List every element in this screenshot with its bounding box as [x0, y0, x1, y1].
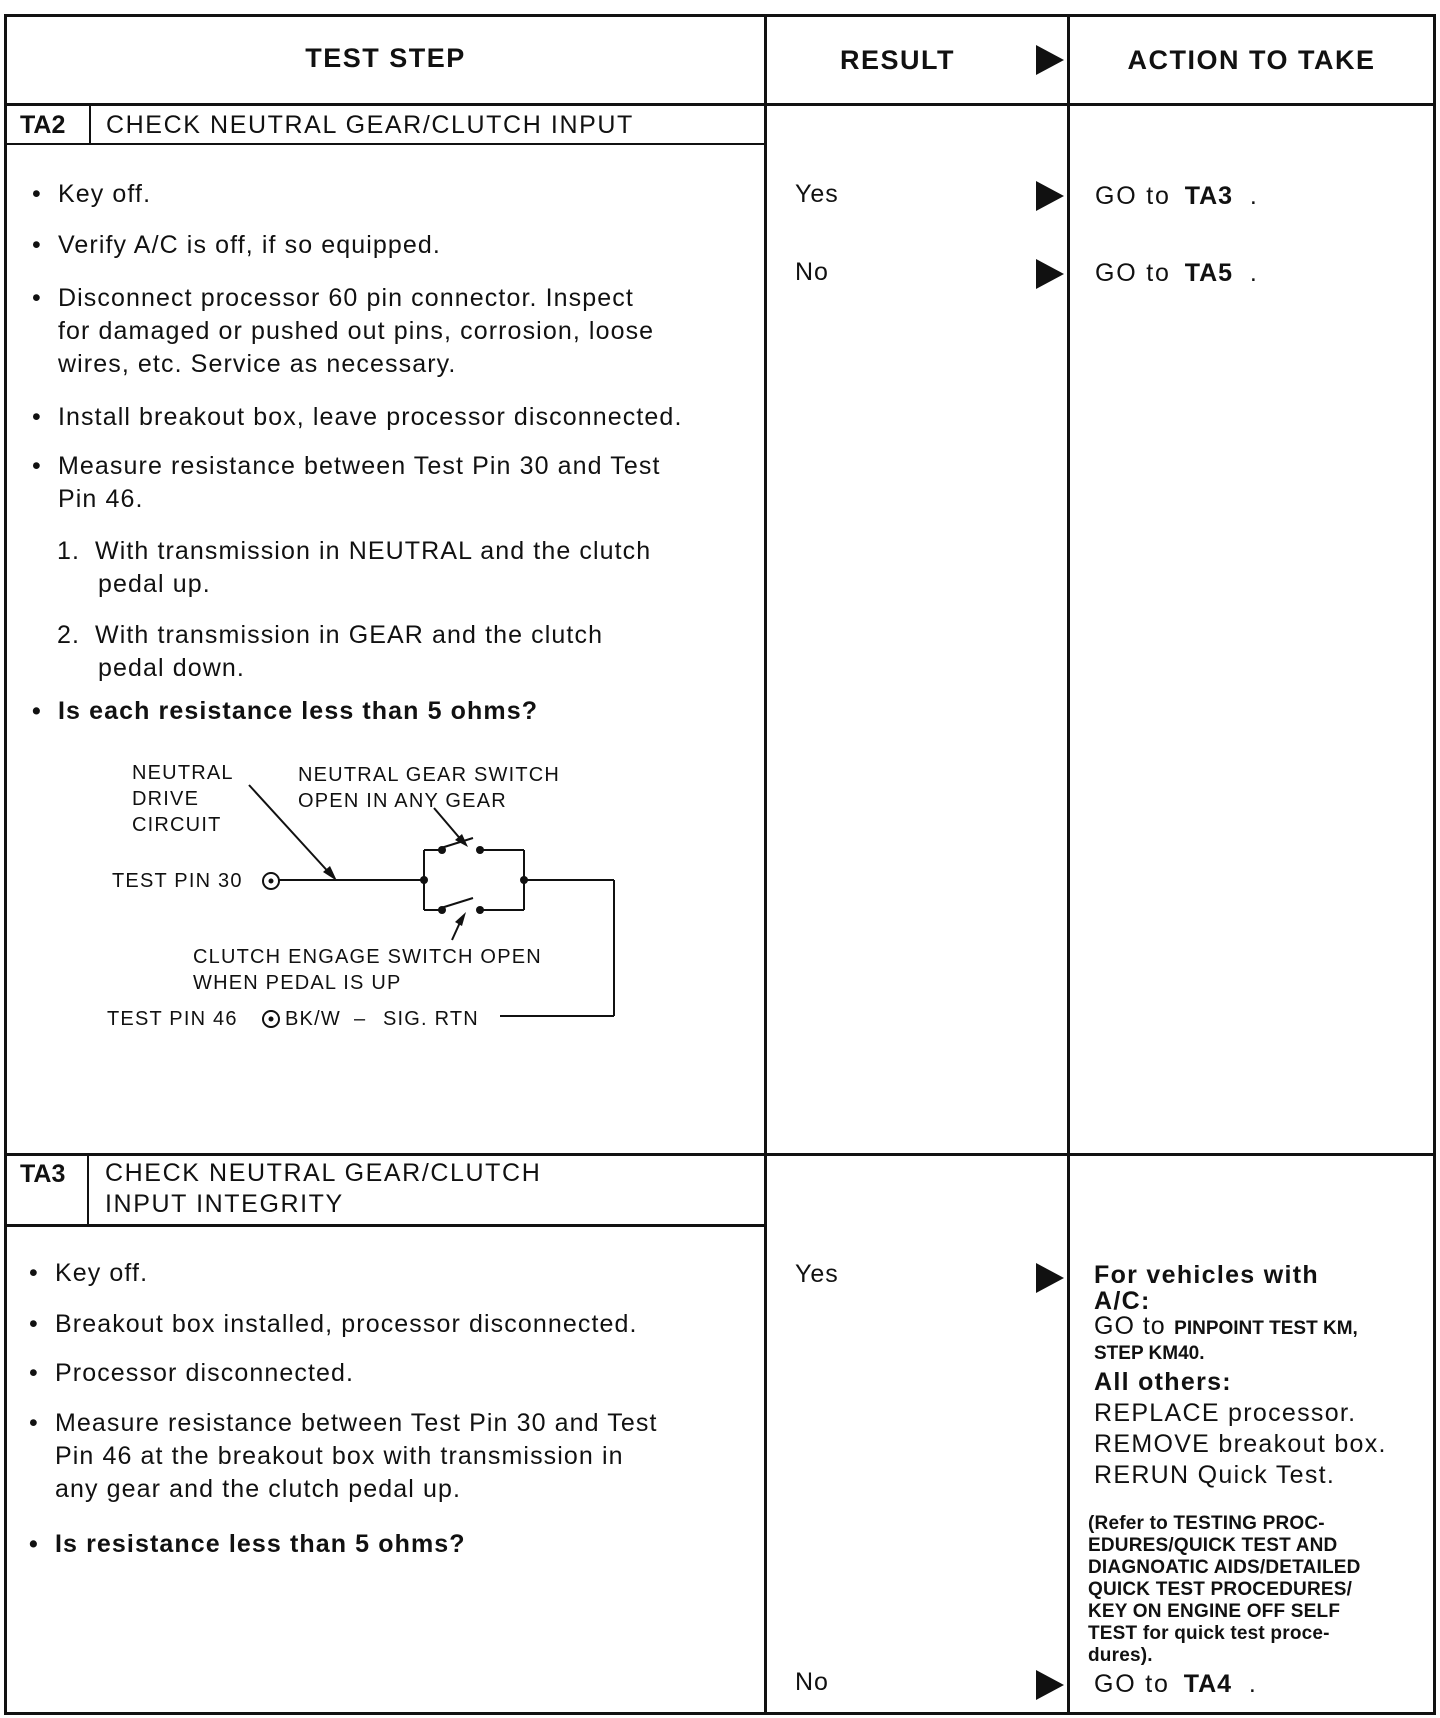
ta3-fine-print: (Refer to TESTING PROC- EDURES/QUICK TEST AND DIAGNOATIC AIDS/DETAILED QUICK TEST PROCEDURES/ KEY ON ENGINE OFF SELF TEST for quick test proce- dures).: [1088, 1513, 1361, 1666]
ta3-action-yes: For vehicles with A/C: GO to PINPOINT TEST KM, STEP KM40. All others: REPLACE processor. REMOVE breakout box. RERUN Quick Test.: [1094, 1262, 1429, 1491]
ta2-bullet-5: • Measure resistance between Test Pin 30 and Test Pin 46.: [32, 452, 661, 513]
ta2-action-no: GO to TA5 .: [1095, 259, 1259, 287]
ta2-no-arrow-icon: [1036, 259, 1064, 289]
bullet-dot: •: [29, 1259, 39, 1287]
header-test-step: TEST STEP: [305, 43, 466, 73]
ta2-numbered-1: 1. With transmission in NEUTRAL and the clutch pedal up.: [57, 537, 652, 598]
contact-bottom-left: [438, 906, 446, 914]
ta2-bullet-3: • Disconnect processor 60 pin connector. Inspect for damaged or pushed out pins, corrosion, loose wires, etc. Service as necessary.: [32, 284, 655, 378]
step-id-ta2: TA2: [20, 111, 66, 139]
junction-right: [520, 876, 528, 884]
ta3-bullet-4: • Measure resistance between Test Pin 30 and Test Pin 46 at the breakout box with transmission in any gear and the clutch pedal up.: [29, 1409, 658, 1503]
test-pin-30-label: TEST PIN 30: [112, 870, 243, 892]
wire-bkw-label: BK/W: [285, 1008, 341, 1030]
wire-dash: –: [354, 1008, 367, 1030]
neutral-gear-switch-label: NEUTRAL GEAR SWITCH OPEN IN ANY GEAR: [298, 764, 561, 812]
step-id-ta3: TA3: [20, 1160, 66, 1188]
bullet-dot: •: [32, 452, 42, 480]
pin30-dot: [269, 879, 274, 884]
bullet-dot: •: [32, 697, 42, 725]
bullet-dot: •: [32, 403, 42, 431]
ta3-result-no: No: [795, 1668, 829, 1696]
ta3-result-yes: Yes: [795, 1260, 839, 1288]
ta3-action-no: GO to TA4 .: [1094, 1670, 1258, 1698]
ta2-bullet-4: • Install breakout box, leave processor disconnected.: [58, 401, 682, 434]
step-title-ta2: CHECK NEUTRAL GEAR/CLUTCH INPUT: [106, 111, 634, 139]
ta2-numbered-2: 2. With transmission in GEAR and the clutch pedal down.: [57, 621, 604, 682]
ta2-question: • Is each resistance less than 5 ohms?: [58, 695, 538, 728]
clutch-engage-switch-label: CLUTCH ENGAGE SWITCH OPEN WHEN PEDAL IS UP: [193, 946, 542, 994]
contact-top-left: [438, 846, 446, 854]
junction-left: [420, 876, 428, 884]
step-title-ta3: CHECK NEUTRAL GEAR/CLUTCH INPUT INTEGRITY: [105, 1159, 542, 1218]
ta2-action-yes: GO to TA3 .: [1095, 182, 1259, 210]
bullet-dot: •: [29, 1409, 39, 1437]
ta3-bullet-1: • Key off.: [55, 1257, 148, 1290]
bullet-dot: •: [29, 1530, 39, 1558]
clutch-switch-blade: [441, 898, 473, 908]
ta3-go-to-pinpoint: GO to PINPOINT TEST KM,: [1094, 1312, 1358, 1340]
bullet-dot: •: [29, 1359, 39, 1387]
ta2-yes-arrow-icon: [1036, 181, 1064, 211]
sig-rtn-label: SIG. RTN: [383, 1008, 479, 1030]
ta2-bullet-2: • Verify A/C is off, if so equipped.: [58, 229, 441, 262]
ta3-bullet-3: • Processor disconnected.: [55, 1357, 354, 1390]
ta3-bullet-2: • Breakout box installed, processor disconnected.: [55, 1308, 638, 1341]
clutch-switch-arrowhead: [455, 912, 466, 926]
bullet-dot: •: [29, 1310, 39, 1338]
bullet-dot: •: [32, 180, 42, 208]
ta2-result-yes: Yes: [795, 180, 839, 208]
ta2-result-no: No: [795, 258, 829, 286]
header-action: ACTION TO TAKE: [1127, 45, 1376, 75]
test-pin-46-label: TEST PIN 46: [107, 1008, 238, 1030]
neutral-drive-circuit-label: NEUTRAL DRIVE CIRCUIT: [132, 762, 234, 836]
ta2-bullet-1: • Key off.: [58, 178, 151, 211]
contact-top-right: [476, 846, 484, 854]
ta3-yes-arrow-icon: [1036, 1263, 1064, 1293]
header-result: RESULT: [840, 45, 955, 75]
ta3-question: • Is resistance less than 5 ohms?: [55, 1528, 466, 1561]
pin46-dot: [269, 1017, 274, 1022]
contact-bottom-right: [476, 906, 484, 914]
bullet-dot: •: [32, 284, 42, 312]
bullet-dot: •: [32, 231, 42, 259]
ta3-no-arrow-icon: [1036, 1670, 1064, 1700]
